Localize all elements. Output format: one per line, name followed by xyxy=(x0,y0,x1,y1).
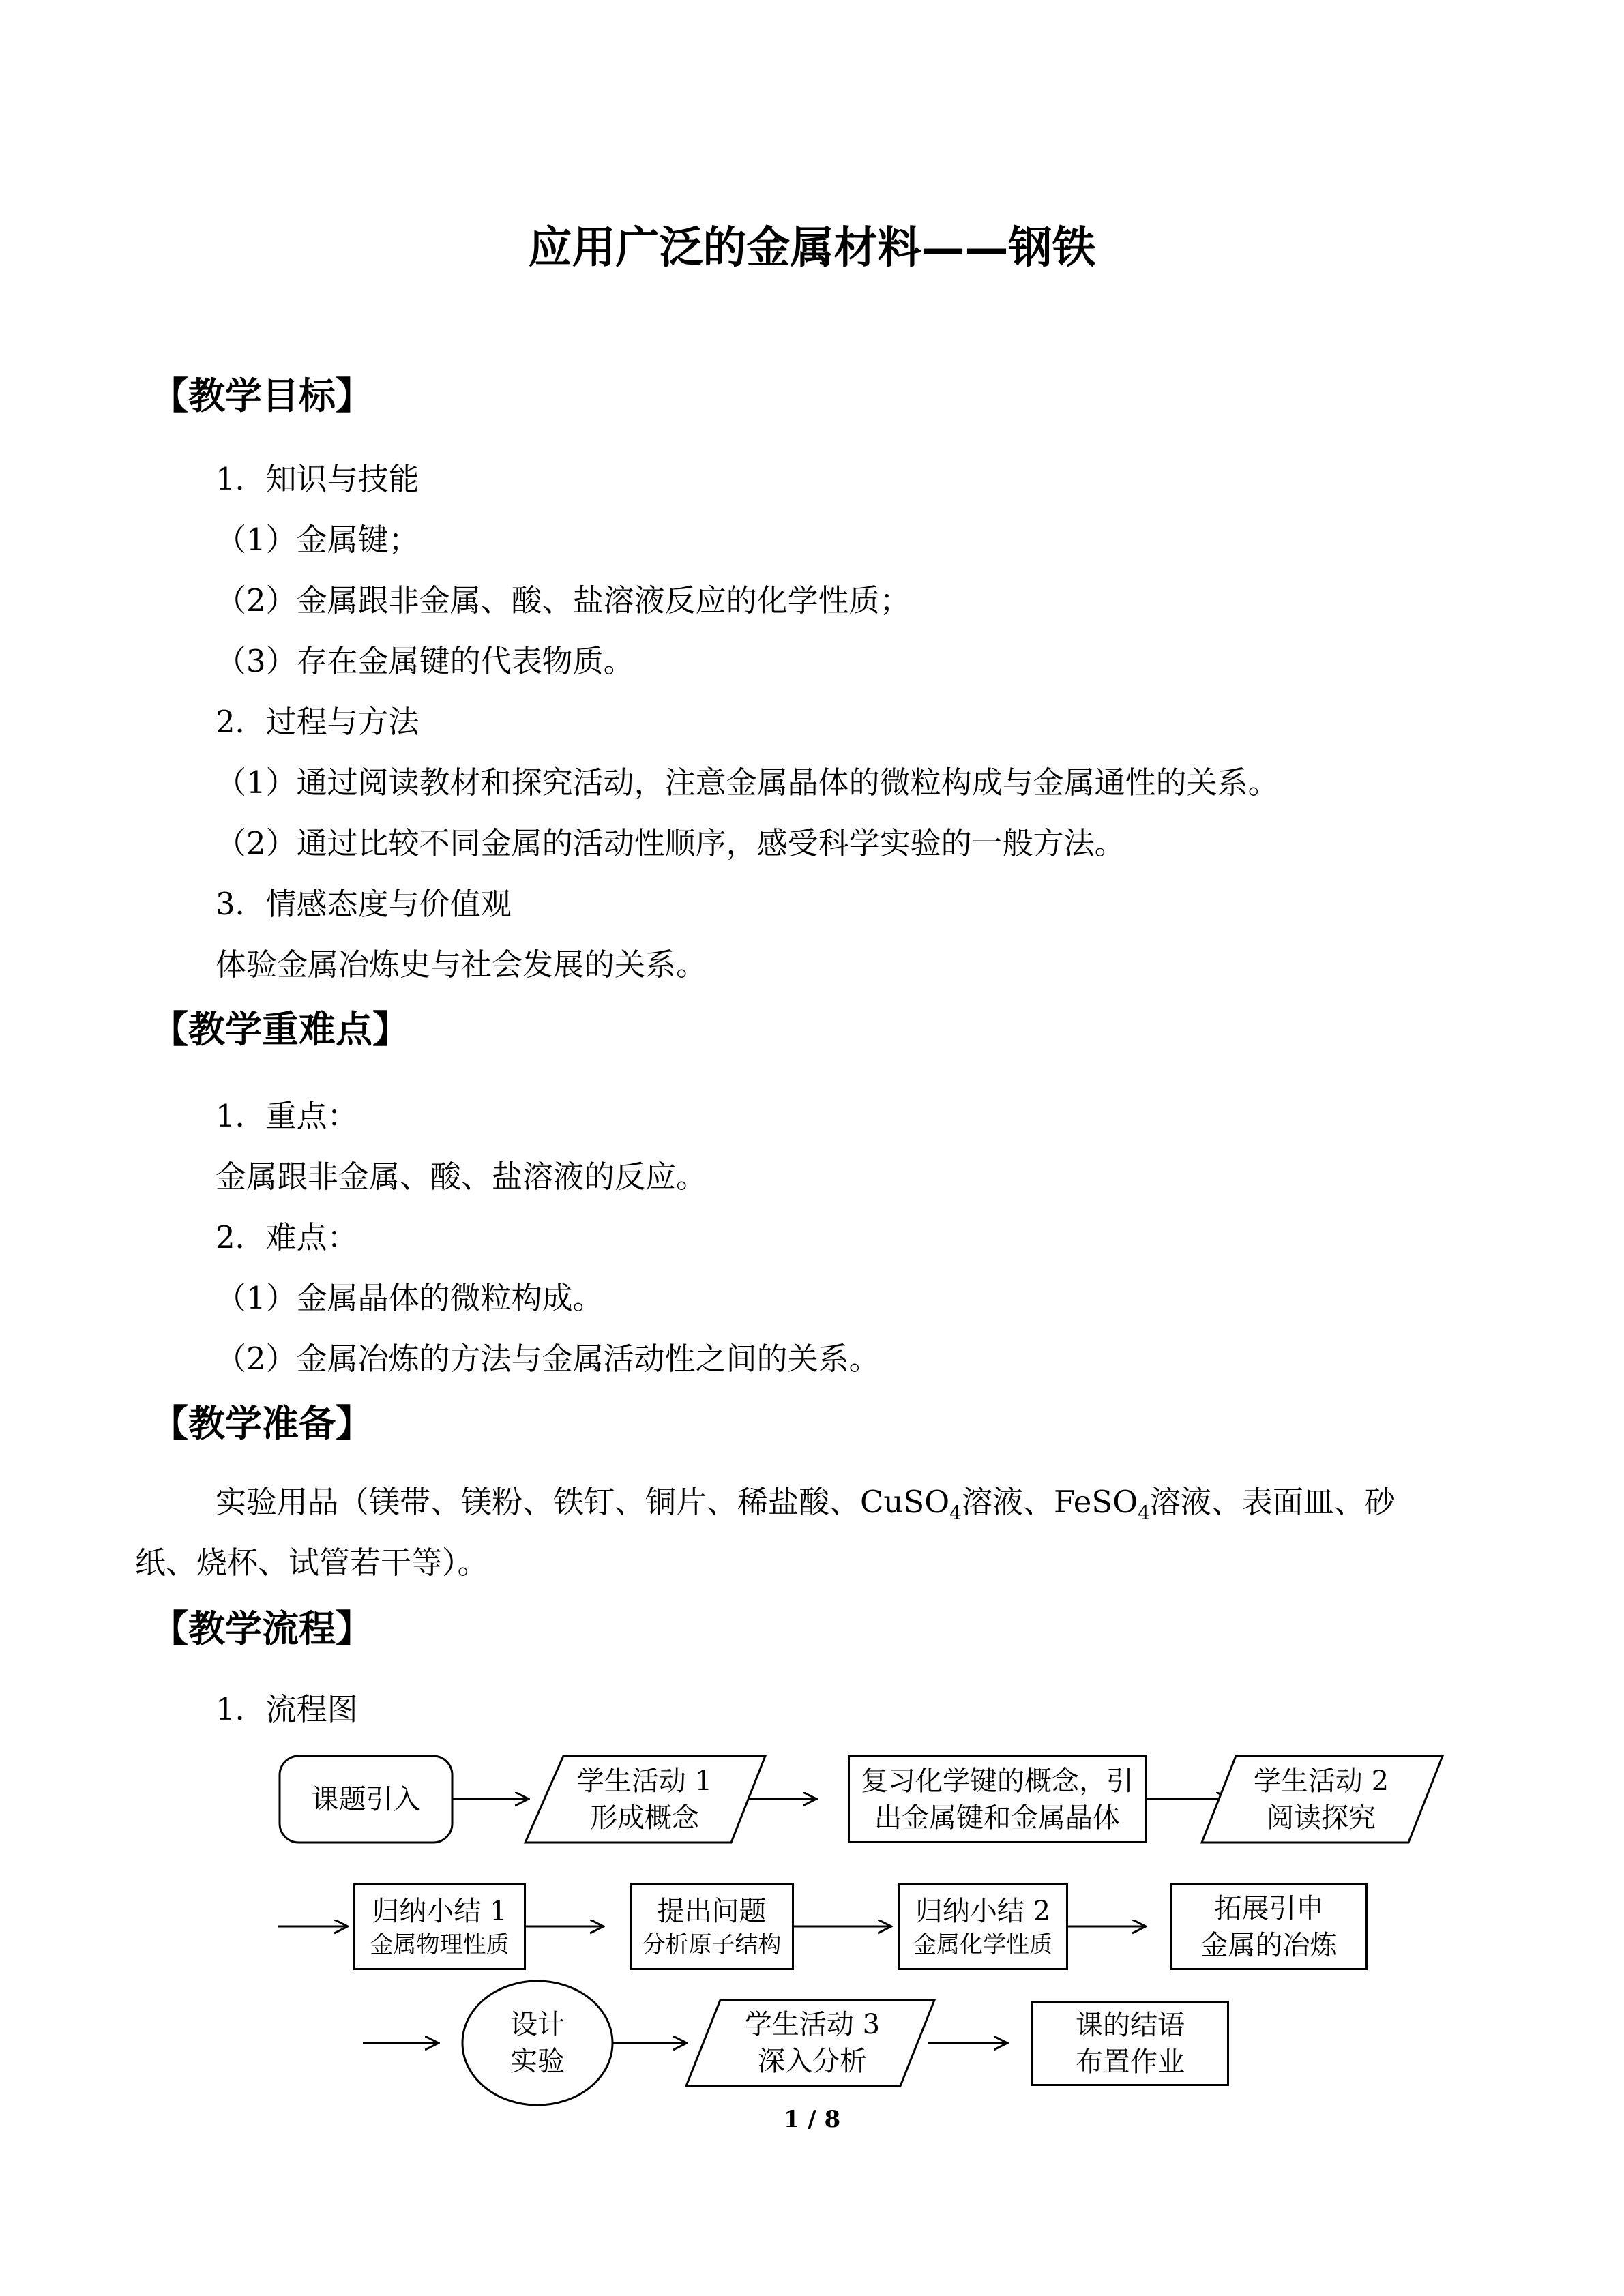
keypoint-text: 金属跟非金属、酸、盐溶液的反应。 xyxy=(216,1159,707,1195)
heading-keypoints: 【教学重难点】 xyxy=(151,1007,409,1051)
node-extension-line1: 拓展引申 xyxy=(1214,1892,1324,1924)
node-review-line2: 出金属键和金属晶体 xyxy=(874,1802,1120,1834)
objective-emotion: 3．情感态度与价值观 xyxy=(216,886,512,922)
node-activity1-line2: 形成概念 xyxy=(590,1802,699,1834)
node-summary2 xyxy=(898,1883,1068,1970)
node-summary1-line1: 归纳小结 1 xyxy=(372,1895,507,1927)
node-question-line2: 分析原子结构 xyxy=(642,1930,782,1958)
objective-process: 2．过程与方法 xyxy=(216,704,419,740)
keypoint-label: 1．重点： xyxy=(216,1098,358,1134)
heading-prep: 【教学准备】 xyxy=(151,1401,372,1445)
node-summary1 xyxy=(353,1883,526,1970)
node-activity3-line2: 深入分析 xyxy=(758,2046,867,2077)
node-question-line1: 提出问题 xyxy=(657,1895,767,1927)
node-conclusion-line1: 课的结语 xyxy=(1076,2009,1185,2041)
objective-knowledge-3: （3）存在金属键的代表物质。 xyxy=(216,643,634,679)
prep-line-1: 实验用品（镁带、镁粉、铁钉、铜片、稀盐酸、CuSO$_4$溶液、FeSO$_4$溶液、表面皿、砂 xyxy=(216,1484,1396,1524)
process-flowchart-label: 1．流程图 xyxy=(216,1691,358,1727)
difficulty-1: （1）金属晶体的微粒构成。 xyxy=(216,1280,604,1316)
node-activity3-line1: 学生活动 3 xyxy=(744,2009,881,2040)
objective-knowledge: 1．知识与技能 xyxy=(216,461,419,497)
page-number: 1 / 8 xyxy=(783,2106,841,2133)
node-conclusion-line2: 布置作业 xyxy=(1076,2046,1185,2078)
node-conclusion xyxy=(1031,2001,1229,2086)
page-title: 应用广泛的金属材料——钢铁 xyxy=(528,222,1096,273)
node-design-line1: 设计 xyxy=(510,2009,565,2040)
heading-objectives: 【教学目标】 xyxy=(151,374,372,417)
node-design-line2: 实验 xyxy=(510,2046,565,2077)
node-activity2 xyxy=(1219,1756,1423,1843)
objective-emotion-1: 体验金属冶炼史与社会发展的关系。 xyxy=(216,946,707,983)
objective-knowledge-1: （1）金属键； xyxy=(216,522,419,558)
node-summary2-line2: 金属化学性质 xyxy=(913,1930,1052,1958)
node-activity1-line1: 学生活动 1 xyxy=(576,1765,713,1797)
objective-knowledge-2: （2）金属跟非金属、酸、盐溶液反应的化学性质； xyxy=(216,582,911,618)
node-activity1 xyxy=(542,1756,747,1843)
node-activity2-line1: 学生活动 2 xyxy=(1253,1765,1389,1797)
prep-line-2: 纸、烧杯、试管若干等）。 xyxy=(135,1545,488,1581)
node-summary2-line1: 归纳小结 2 xyxy=(915,1895,1051,1927)
node-extension xyxy=(1170,1883,1368,1970)
node-intro xyxy=(280,1756,452,1843)
objective-process-2: （2）通过比较不同金属的活动性顺序，感受科学实验的一般方法。 xyxy=(216,825,1125,861)
heading-process: 【教学流程】 xyxy=(151,1607,372,1650)
objective-process-1: （1）通过阅读教材和探究活动，注意金属晶体的微粒构成与金属通性的关系。 xyxy=(216,764,1279,801)
node-intro-label: 课题引入 xyxy=(311,1783,421,1815)
node-extension-line2: 金属的冶炼 xyxy=(1200,1929,1338,1961)
node-question xyxy=(630,1883,794,1970)
node-design xyxy=(462,1981,612,2105)
difficulty-2: （2）金属冶炼的方法与金属活动性之间的关系。 xyxy=(216,1341,880,1377)
node-activity2-line2: 阅读探究 xyxy=(1267,1802,1376,1834)
node-review-line1: 复习化学键的概念，引 xyxy=(861,1765,1134,1797)
difficulty-label: 2．难点： xyxy=(216,1219,358,1255)
node-review xyxy=(848,1755,1147,1843)
node-summary1-line2: 金属物理性质 xyxy=(370,1930,510,1958)
node-activity3 xyxy=(707,2000,918,2086)
